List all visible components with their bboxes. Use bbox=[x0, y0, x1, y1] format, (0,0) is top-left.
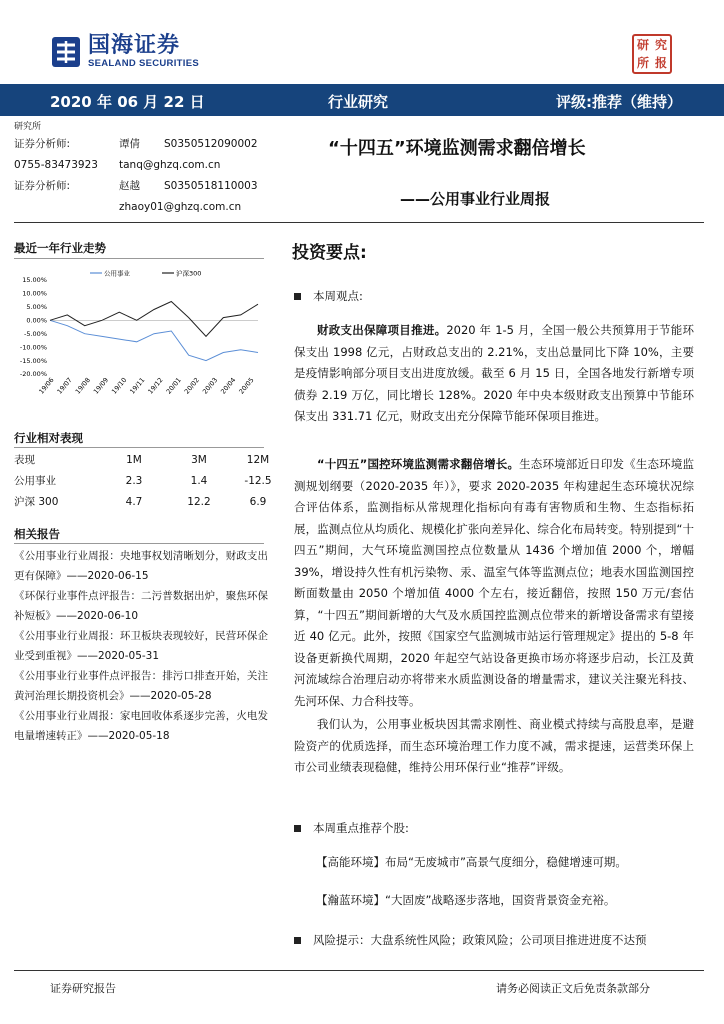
table-cell: 12.2 bbox=[187, 496, 211, 508]
performance-divider bbox=[14, 447, 264, 448]
table-cell: 公用事业 bbox=[14, 475, 56, 487]
bullet-weekly-view bbox=[294, 286, 363, 308]
analyst-1-email[interactable]: tanq@ghzq.com.cn bbox=[119, 159, 221, 171]
performance-heading: 行业相对表现 bbox=[14, 431, 83, 445]
bullet-square-icon bbox=[294, 937, 301, 944]
bullet-text: 本周重点推荐个股: bbox=[313, 821, 409, 835]
y-tick-label: 0.00% bbox=[26, 316, 47, 325]
analyst-2-cert: S0350518110003 bbox=[164, 180, 258, 192]
related-divider bbox=[14, 543, 264, 544]
recommendation-2: 【瀚蓝环境】“大固废”战略逐步落地，国资背景资金充裕。 bbox=[316, 893, 616, 907]
paragraph-monitoring bbox=[294, 454, 694, 712]
related-heading: 相关报告 bbox=[14, 527, 60, 541]
table-cell: 4.7 bbox=[125, 496, 143, 508]
performance-table bbox=[14, 450, 272, 513]
y-tick-label: -5.00% bbox=[24, 329, 47, 338]
x-tick-label: 20/04 bbox=[219, 376, 238, 396]
bullet-square-icon bbox=[294, 293, 301, 300]
bullet-risk bbox=[294, 930, 694, 952]
series-line-utilities bbox=[50, 320, 258, 360]
x-tick-label: 19/10 bbox=[110, 376, 129, 396]
footer-right: 请务必阅读正文后免责条款部分 bbox=[496, 982, 650, 995]
key-points-heading: 投资要点: bbox=[292, 243, 367, 263]
table-cell: 沪深 300 bbox=[14, 496, 59, 508]
table-row bbox=[14, 492, 267, 513]
org-label: 研究所 bbox=[14, 122, 42, 132]
analyst-2-role: 证券分析师: bbox=[14, 180, 71, 192]
bullet-text: 本周观点: bbox=[313, 289, 363, 303]
sealand-logo-icon bbox=[50, 35, 82, 69]
y-tick-label: 15.00% bbox=[22, 276, 47, 285]
footer-left: 证券研究报告 bbox=[50, 982, 116, 995]
analyst-2-email[interactable]: zhaoy01@ghzq.com.cn bbox=[119, 201, 242, 213]
seal-char: 报 bbox=[654, 56, 667, 70]
related-report-link[interactable]: 《环保行业事件点评报告：二污普数据出炉，聚焦环保补短板》——2020-06-10 bbox=[14, 590, 268, 622]
header-bar bbox=[0, 84, 724, 116]
trend-chart-svg bbox=[12, 262, 264, 402]
paragraph-fiscal bbox=[294, 320, 694, 428]
brand-name-en: SEALAND SECURITIES bbox=[88, 58, 199, 69]
paragraph-lead: 财政支出保障项目推进。 bbox=[317, 323, 447, 337]
x-tick-label: 20/05 bbox=[237, 376, 256, 396]
seal-char: 究 bbox=[654, 38, 667, 52]
x-tick-label: 19/07 bbox=[55, 376, 74, 396]
related-report-link[interactable]: 《公用事业行业事件点评报告：排污口排查开始，关注黄河治理长期投资机会》——2020-05-28 bbox=[14, 670, 268, 702]
x-tick-label: 20/02 bbox=[182, 376, 201, 396]
y-tick-label: -20.00% bbox=[19, 370, 47, 379]
table-row bbox=[14, 471, 272, 492]
x-tick-label: 20/03 bbox=[200, 376, 220, 396]
table-cell: 6.9 bbox=[249, 496, 267, 508]
x-tick-label: 19/08 bbox=[73, 376, 92, 396]
table-cell: -12.5 bbox=[244, 475, 272, 487]
y-tick-label: 10.00% bbox=[22, 289, 47, 298]
y-tick-label: -10.00% bbox=[19, 343, 47, 352]
x-tick-label: 19/06 bbox=[37, 376, 56, 396]
x-tick-label: 20/01 bbox=[164, 376, 183, 396]
industry-trend-chart bbox=[12, 262, 264, 402]
paragraph-text: 2020 年 1-5 月，全国一般公共预算用于节能环保支出 1998 亿元，占财政总支出的 2.21%，支出总量同比下降 10%，主要是疫情影响部分项目支出进度放缓。截至 6 月 15 日，全国各地发行新增专项债券 2.19 万亿，同比增长 128%。2020 年中央本级财政支出预算中节能环保支出 331.71 亿元，财政支出充分保障节能环保项目推进。 bbox=[294, 323, 695, 423]
report-title: “十四五”环境监测需求翻倍增长 bbox=[328, 138, 586, 159]
series-line-hs300 bbox=[50, 302, 258, 337]
y-tick-label: 5.00% bbox=[26, 303, 47, 312]
col-header: 3M bbox=[191, 454, 207, 466]
related-report-link[interactable]: 《公用事业行业周报：央地事权划清晰划分，财政支出更有保障》——2020-06-15 bbox=[14, 550, 268, 582]
related-report-link[interactable]: 《公用事业行业周报：环卫板块表现较好，民营环保企业受到重视》——2020-05-31 bbox=[14, 630, 268, 662]
analyst-1-role: 证券分析师: bbox=[14, 138, 71, 150]
recommendation-1: 【高能环境】布局“无废城市”高景气度细分，稳健增速可期。 bbox=[316, 855, 627, 869]
report-category: 行业研究 bbox=[328, 93, 389, 111]
header-divider bbox=[14, 222, 704, 223]
paragraph-conclusion bbox=[294, 714, 694, 779]
col-header: 1M bbox=[126, 454, 142, 466]
report-date: 2020 年 06 月 22 日 bbox=[50, 93, 205, 111]
x-tick-label: 19/09 bbox=[91, 376, 111, 396]
col-header: 表现 bbox=[14, 454, 35, 466]
research-seal bbox=[632, 34, 672, 74]
related-reports-list bbox=[14, 546, 268, 746]
related-report-link[interactable]: 《公用事业行业周报：家电回收体系逐步完善，火电发电量增速转正》——2020-05-18 bbox=[14, 710, 268, 742]
legend-hs300: 沪深300 bbox=[176, 269, 202, 278]
table-cell: 2.3 bbox=[125, 475, 143, 487]
table-cell: 1.4 bbox=[190, 475, 208, 487]
y-tick-label: -15.00% bbox=[19, 356, 47, 365]
seal-char: 研 bbox=[636, 38, 649, 52]
report-subtitle: ——公用事业行业周报 bbox=[400, 190, 551, 208]
seal-char: 所 bbox=[636, 56, 649, 70]
analyst-info bbox=[14, 120, 259, 218]
trend-divider bbox=[14, 258, 264, 259]
analyst-2-name: 赵越 bbox=[119, 180, 140, 192]
brand-name-cn: 国海证券 bbox=[88, 33, 181, 58]
analyst-1-cert: S0350512090002 bbox=[164, 138, 258, 150]
legend-utilities: 公用事业 bbox=[104, 269, 130, 278]
x-tick-label: 19/11 bbox=[128, 376, 147, 396]
analyst-1-phone: 0755-83473923 bbox=[14, 159, 98, 171]
report-rating: 评级:推荐（维持） bbox=[556, 93, 682, 111]
bullet-square-icon bbox=[294, 825, 301, 832]
paragraph-text: 我们认为，公用事业板块因其需求刚性、商业模式持续与高股息率，是避险资产的优质选择，而生态环境治理工作力度不减，需求提速，运营类环保上市公司业绩表现稳健，维持公用环保行业“推荐”评级。 bbox=[294, 717, 694, 774]
bullet-text: 风险提示：大盘系统性风险；政策风险；公司项目推进进度不达预 bbox=[313, 933, 647, 947]
trend-heading: 最近一年行业走势 bbox=[14, 241, 106, 255]
paragraph-lead: “十四五”国控环境监测需求翻倍增长。 bbox=[317, 457, 520, 471]
bullet-recommendations bbox=[294, 818, 409, 840]
footer-divider bbox=[14, 970, 704, 971]
x-tick-label: 19/12 bbox=[146, 376, 165, 396]
analyst-1-name: 谭倩 bbox=[119, 138, 140, 150]
paragraph-text: 生态环境部近日印发《生态环境监测规划纲要（2020-2035 年）》，要求 2020-2035 年构建起生态环境状况综合评估体系，监测指标从常规理化指标向有毒有害物质和生物、生态指标拓展，监测点位从均质化、规模化扩张向差异化、综合化布局转变。特别提到“十四五”期间，大气环境监测国控点位数量从 1436 个增加值 2000 个，增幅 39%，增设持久性有机污染物、汞、温室气体等监测点位；地表水国监测国控断面数量由 2050 个增加值 4000 个左右，接近翻倍，按照 150 万元/套估算，“十四五”期间新增的大气及水质国控监测点位带来的新增设备需求有望接近 40 亿元。此外，按照《国家空气监测城市站运行管理规定》提出的 5-8 年设备更新换代周期，2020 年起空气站设备更换市场亦将逐步启动，长江及黄河流域综合治理启动亦将带来水质监测设备的增量需求，建议关注聚光科技、先河环保、力合科技等。 bbox=[294, 457, 694, 708]
brand-logo bbox=[50, 34, 199, 69]
table-header-row bbox=[14, 450, 270, 471]
col-header: 12M bbox=[246, 454, 270, 466]
